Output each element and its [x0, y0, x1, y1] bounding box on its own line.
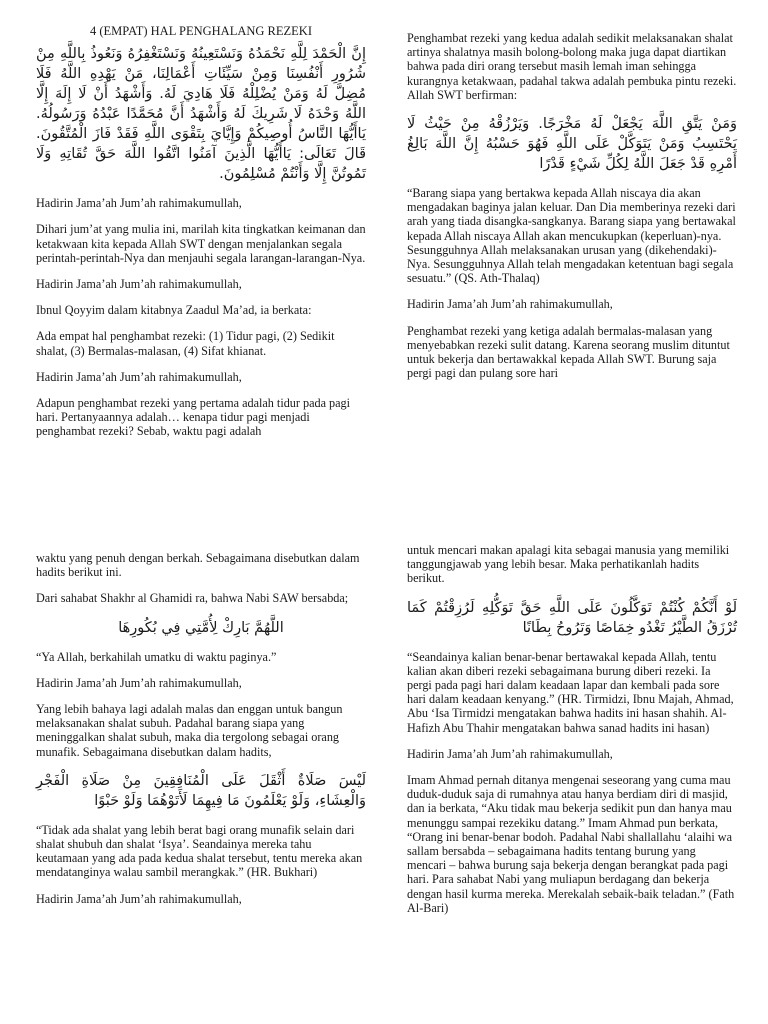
paragraph: Penghambat rezeki yang kedua adalah sedikit melaksanakan shalat artinya shalatnya masih bolong-bolong maka juga dapat diartikan bahwa pada diri orang tersebut masih lemah iman sehingga kurangnya ketakwaan, padahal takwa adalah pembuka pintu rezeki. Allah SWT berfirman:	[407, 31, 737, 102]
greeting: Hadirin Jama’ah Jum’ah rahimakumullah,	[36, 369, 242, 384]
hadith-translation: “Seandainya kalian benar-benar bertawakal kepada Allah, tentu kalian akan diberi rezeki sebagaimana burung diberi rezeki. Ia pergi pada pagi hari dalam keadaan lapar dan kembali pada sore hari dalam keadaan kenyang.” (HR. Tirmidzi, Ibnu Majah, Ahmad, Abu ‘Isa Tirmidzi mengatakan bahwa hadits ini hasan shahih. Al-Hafizh Abu Thahir mengatakan bahwa sanad hadits ini hasan)	[407, 649, 734, 735]
paragraph: untuk mencari makan apalagi kita sebagai manusia yang memiliki tanggungjawab yang lebih besar. Maka perhatikanlah hadits berikut.	[407, 543, 730, 586]
verse-translation: “Barang siapa yang bertakwa kepada Allah niscaya dia akan mengadakan baginya jalan keluar. Dan Dia memberinya rezeki dari arah yang tiada disangka-sangkanya. Barang siapa yang bertawakal kepada Allah niscaya Allah akan mencukupkan (keperluan)-nya. Sesungguhnya Allah melaksanakan urusan yang (dikehendaki)-Nya. Sesungguhnya Allah telah mengadakan ketentuan bagi segala sesuatu.” (QS. Ath-Thalaq)	[407, 186, 736, 286]
paragraph: Dihari jum’at yang mulia ini, marilah kita tingkatkan keimanan dan ketakwaan kita kepada Allah SWT dengan menjalankan segala perintah-perintah-Nya dan menjauhi segala larangan-larangan-Nya.	[36, 222, 366, 265]
page-title: 4 (EMPAT) HAL PENGHALANG REZEKI	[90, 24, 312, 38]
paragraph: Ada empat hal penghambat rezeki: (1) Tidur pagi, (2) Sedikit shalat, (3) Bermalas-malasan, (4) Sifat khianat.	[36, 329, 335, 358]
greeting: Hadirin Jama’ah Jum’ah rahimakumullah,	[407, 297, 613, 312]
doa-translation: “Ya Allah, berkahilah umatku di waktu paginya.”	[36, 649, 277, 664]
arabic-hadith: لَوْ أَنَّكُمْ كُنْتُمْ تَوَكَّلُونَ عَلَى اللَّهِ حَقَّ تَوَكُّلِهِ لَرُزِقْتُمْ كَمَا تُرْزَقُ الطَّيْرُ تَغْدُو خِمَاصًا وَتَرُوحُ بِطَانًا	[407, 599, 737, 636]
page-2-column	[407, 31, 737, 392]
page-1-column	[36, 24, 366, 451]
greeting: Hadirin Jama’ah Jum’ah rahimakumullah,	[36, 196, 242, 211]
greeting: Hadirin Jama’ah Jum’ah rahimakumullah,	[36, 891, 242, 906]
paragraph: waktu yang penuh dengan berkah. Sebagaimana disebutkan dalam hadits berikut ini.	[36, 551, 360, 580]
paragraph: Adapun penghambat rezeki yang pertama adalah tidur pada pagi hari. Pertanyaannya adalah… kenapa tidur pagi menjadi penghambat rezeki? Sebab, waktu pagi adalah	[36, 396, 351, 439]
greeting: Hadirin Jama’ah Jum’ah rahimakumullah,	[407, 746, 613, 761]
arabic-doa: اللَّهُمَّ بَارِكْ لِأُمَّتِي فِي بُكُورِهَا	[118, 619, 284, 636]
paragraph: Yang lebih bahaya lagi adalah malas dan enggan untuk bangun melaksanakan shalat subuh. Padahal barang siapa yang meninggalkan shalat subuh, maka dia tergolong sebagai orang munafik. Sebagaimana disebutkan dalam hadits,	[36, 702, 343, 759]
paragraph: Imam Ahmad pernah ditanya mengenai seseorang yang cuma mau duduk-duduk saja di rumahnya atau hanya berdiam diri di masjid, dan ia berkata, “Aku tidak mau bekerja sedikit pun dan hanya mau menunggu sampai rezekiku datang.” Imam Ahmad pun berkata, “Orang ini benar-benar bodoh. Padahal Nabi shallallahu ‘alaihi wa sallam bersabda – sebagaimana hadits tentang burung yang mencari – bahwa burung saja bekerja dengan berangkat pada pagi hari. Para sahabat Nabi yang muliapun berdagang dan bekerja dengan hasil kurma mereka. Merekalah sebaik-baik teladan.” (Fath Al-Bari)	[407, 773, 735, 915]
arabic-verse: وَمَنْ يَتَّقِ اللَّهَ يَجْعَلْ لَهُ مَخْرَجًا. وَيَرْزُقْهُ مِنْ حَيْثُ لَا يَحْتَسِبُ وَمَنْ يَتَوَكَّلْ عَلَى اللَّهِ فَهُوَ حَسْبُهُ إِنَّ اللَّهَ بَالِغُ أَمْرِهِ قَدْ جَعَلَ اللَّهُ لِكُلِّ شَيْءٍ قَدْرًا	[407, 116, 737, 173]
page-3-column	[36, 551, 366, 918]
page-4-column	[407, 543, 737, 927]
arabic-opening-prayer: إِنَّ الْحَمْدَ لِلَّهِ نَحْمَدُهُ وَنَسْتَعِينُهُ وَنَسْتَغْفِرُهُ وَنَعُوذُ بِاللَّهِ مِنْ شُرُورِ أَنْفُسِنَا وَمِنْ سَيِّئَاتِ أَعْمَالِنَا، مَنْ يَهْدِهِ اللَّهُ فَلَا مُضِلَّ لَهُ وَمَنْ يُضْلِلْهُ فَلَا هَادِيَ لَهُ. وَأَشْهَدُ أَنْ لَا إِلَهَ إِلَّا اللَّهُ وَحْدَهُ لَا شَرِيكَ لَهُ وَأَشْهَدُ أَنَّ مُحَمَّدًا عَبْدُهُ وَرَسُولُهُ. يَاأَيُّهَا النَّاسُ أُوصِيكُمْ وَإِيَّايَ بِتَقْوَى اللَّهِ فَقَدْ فَازَ الْمُتَّقُونَ. قَالَ تَعَالَى: يَاأَيُّهَا الَّذِينَ آمَنُوا اتَّقُوا اللَّهَ حَقَّ تُقَاتِهِ وَلَا تَمُوتُنَّ إِلَّا وَأَنْتُمْ مُسْلِمُونَ.	[36, 46, 366, 183]
paragraph: Ibnul Qoyyim dalam kitabnya Zaadul Ma’ad, ia berkata:	[36, 303, 312, 318]
paragraph: Dari sahabat Shakhr al Ghamidi ra, bahwa Nabi SAW bersabda;	[36, 591, 349, 606]
paragraph: Penghambat rezeki yang ketiga adalah bermalas-malasan yang menyebabkan rezeki sulit datang. Karena seorang muslim dituntut untuk bekerja dan bertawakkal kepada Allah SWT. Burung saja pergi pagi dan pulang sore hari	[407, 323, 730, 381]
hadith-translation: “Tidak ada shalat yang lebih berat bagi orang munafik selain dari shalat shubuh dan shalat ‘Isya’. Seandainya mereka tahu keutamaan yang ada pada kedua shalat tersebut, tentu mereka akan mendatanginya walau sambil merangkak.” (HR. Bukhari)	[36, 822, 363, 880]
arabic-hadith: لَيْسَ صَلَاةٌ أَثْقَلَ عَلَى الْمُنَافِقِينَ مِنْ صَلَاةِ الْفَجْرِ وَالْعِشَاءِ، وَلَوْ يَعْلَمُونَ مَا فِيهِمَا لَأَتَوْهُمَا وَلَوْ حَبْوًا	[36, 772, 366, 809]
greeting: Hadirin Jama’ah Jum’ah rahimakumullah,	[36, 675, 242, 690]
greeting: Hadirin Jama’ah Jum’ah rahimakumullah,	[36, 277, 242, 292]
